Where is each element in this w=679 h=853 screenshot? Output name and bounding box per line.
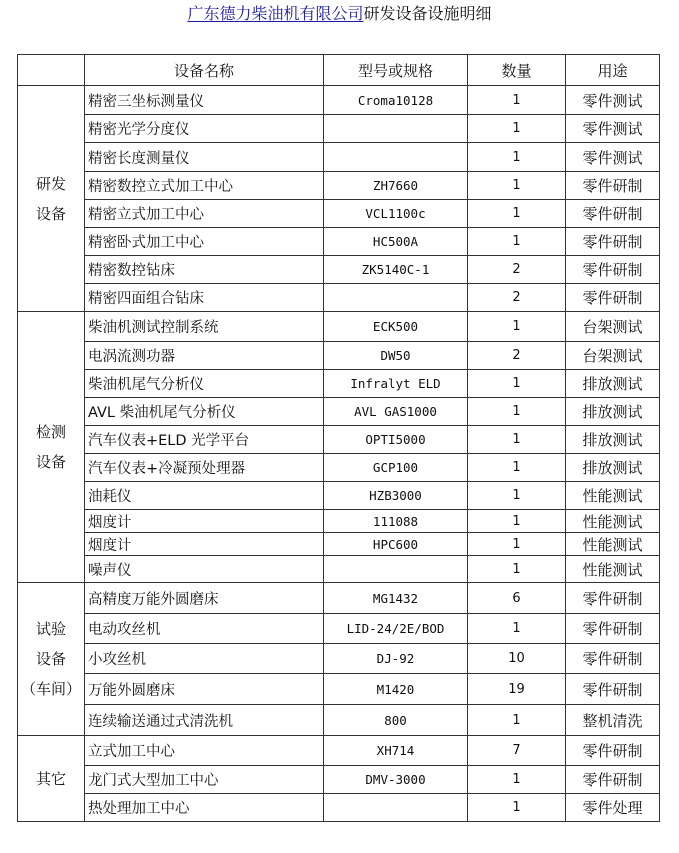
table-row — [18, 228, 660, 256]
quantity-cell: 2 — [468, 284, 566, 312]
usage-cell: 性能测试 — [566, 556, 660, 583]
equipment-table — [17, 54, 660, 822]
usage-cell: 零件研制 — [566, 284, 660, 312]
table-row — [18, 454, 660, 482]
quantity-cell: 6 — [468, 583, 566, 614]
table-row — [18, 705, 660, 736]
equipment-name-cell: 精密立式加工中心 — [85, 200, 324, 228]
header-qty: 数量 — [468, 55, 566, 86]
table-row — [18, 736, 660, 766]
equipment-name-cell: 热处理加工中心 — [85, 794, 324, 822]
usage-cell: 排放测试 — [566, 426, 660, 454]
model-cell: DJ-92 — [324, 644, 468, 674]
table-row — [18, 143, 660, 172]
model-cell: VCL1100c — [324, 200, 468, 228]
quantity-cell: 1 — [468, 614, 566, 644]
page-title — [0, 4, 679, 24]
model-cell: Croma10128 — [324, 86, 468, 115]
quantity-cell: 1 — [468, 398, 566, 426]
equipment-name-cell: 精密数控立式加工中心 — [85, 172, 324, 200]
title-suffix: 研发设备设施明细 — [363, 4, 492, 23]
equipment-name-cell: 汽车仪表+冷凝预处理器 — [85, 454, 324, 482]
quantity-cell: 1 — [468, 86, 566, 115]
quantity-cell: 1 — [468, 705, 566, 736]
table-row — [18, 556, 660, 583]
table-body — [18, 86, 660, 822]
equipment-name-cell: AVL 柴油机尾气分析仪 — [85, 398, 324, 426]
usage-cell: 台架测试 — [566, 342, 660, 370]
table-row — [18, 510, 660, 533]
quantity-cell: 1 — [468, 533, 566, 556]
equipment-name-cell: 精密四面组合钻床 — [85, 284, 324, 312]
quantity-cell: 2 — [468, 256, 566, 284]
quantity-cell: 1 — [468, 115, 566, 143]
model-cell: Infralyt ELD — [324, 370, 468, 398]
model-cell: DMV-3000 — [324, 766, 468, 794]
table-row — [18, 398, 660, 426]
equipment-name-cell: 精密数控钻床 — [85, 256, 324, 284]
equipment-name-cell: 烟度计 — [85, 510, 324, 533]
group-label-line: 设备 — [35, 453, 66, 471]
equipment-name-cell: 万能外圆磨床 — [85, 674, 324, 705]
equipment-name-cell: 精密长度测量仪 — [85, 143, 324, 172]
quantity-cell: 10 — [468, 644, 566, 674]
group-label-line: 其它 — [35, 769, 66, 788]
header-row — [18, 55, 660, 86]
header-group — [18, 55, 85, 86]
table-row — [18, 644, 660, 674]
equipment-name-cell: 电动攻丝机 — [85, 614, 324, 644]
group-label — [18, 736, 85, 822]
usage-cell: 零件测试 — [566, 143, 660, 172]
quantity-cell: 1 — [468, 454, 566, 482]
usage-cell: 零件测试 — [566, 86, 660, 115]
model-cell: DW50 — [324, 342, 468, 370]
table-row — [18, 583, 660, 614]
equipment-name-cell: 精密三坐标测量仪 — [85, 86, 324, 115]
equipment-name-cell: 连续输送通过式清洗机 — [85, 705, 324, 736]
table-row — [18, 426, 660, 454]
group-label-line: 设备 — [35, 650, 66, 668]
usage-cell: 排放测试 — [566, 398, 660, 426]
model-cell: ZK5140C-1 — [324, 256, 468, 284]
equipment-name-cell: 柴油机尾气分析仪 — [85, 370, 324, 398]
usage-cell: 零件研制 — [566, 736, 660, 766]
usage-cell: 性能测试 — [566, 482, 660, 510]
quantity-cell: 1 — [468, 766, 566, 794]
table-row — [18, 200, 660, 228]
table-row — [18, 86, 660, 115]
equipment-name-cell: 汽车仪表+ELD 光学平台 — [85, 426, 324, 454]
usage-cell: 零件研制 — [566, 583, 660, 614]
usage-cell: 台架测试 — [566, 312, 660, 342]
quantity-cell: 1 — [468, 143, 566, 172]
group-label — [18, 86, 85, 312]
model-cell: MG1432 — [324, 583, 468, 614]
equipment-name-cell: 噪声仪 — [85, 556, 324, 583]
quantity-cell: 7 — [468, 736, 566, 766]
model-cell — [324, 794, 468, 822]
group-label-line: 试验 — [35, 620, 66, 638]
model-cell: LID-24/2E/BOD — [324, 614, 468, 644]
model-cell: 111088 — [324, 510, 468, 533]
quantity-cell: 19 — [468, 674, 566, 705]
group-label — [18, 312, 85, 583]
table-row — [18, 766, 660, 794]
header-name: 设备名称 — [85, 55, 324, 86]
model-cell: OPTI5000 — [324, 426, 468, 454]
table-row — [18, 312, 660, 342]
usage-cell: 零件研制 — [566, 674, 660, 705]
quantity-cell: 2 — [468, 342, 566, 370]
model-cell — [324, 143, 468, 172]
table-row — [18, 794, 660, 822]
quantity-cell: 1 — [468, 370, 566, 398]
equipment-name-cell: 精密光学分度仪 — [85, 115, 324, 143]
equipment-name-cell: 柴油机测试控制系统 — [85, 312, 324, 342]
usage-cell: 零件测试 — [566, 115, 660, 143]
equipment-name-cell: 龙门式大型加工中心 — [85, 766, 324, 794]
usage-cell: 零件研制 — [566, 228, 660, 256]
usage-cell: 零件研制 — [566, 614, 660, 644]
usage-cell: 整机清洗 — [566, 705, 660, 736]
model-cell: HPC600 — [324, 533, 468, 556]
quantity-cell: 1 — [468, 794, 566, 822]
header-use: 用途 — [566, 55, 660, 86]
quantity-cell: 1 — [468, 556, 566, 583]
equipment-name-cell: 高精度万能外圆磨床 — [85, 583, 324, 614]
quantity-cell: 1 — [468, 312, 566, 342]
usage-cell: 零件研制 — [566, 200, 660, 228]
company-name: 广东德力柴油机有限公司 — [187, 4, 364, 23]
model-cell — [324, 115, 468, 143]
model-cell: 800 — [324, 705, 468, 736]
table-row — [18, 482, 660, 510]
usage-cell: 零件研制 — [566, 766, 660, 794]
usage-cell: 排放测试 — [566, 370, 660, 398]
equipment-name-cell: 油耗仪 — [85, 482, 324, 510]
table-row — [18, 674, 660, 705]
model-cell: ECK500 — [324, 312, 468, 342]
quantity-cell: 1 — [468, 200, 566, 228]
model-cell — [324, 284, 468, 312]
quantity-cell: 1 — [468, 426, 566, 454]
group-label-line: （车间） — [20, 680, 81, 698]
quantity-cell: 1 — [468, 172, 566, 200]
equipment-name-cell: 烟度计 — [85, 533, 324, 556]
model-cell — [324, 556, 468, 583]
table-row — [18, 370, 660, 398]
quantity-cell: 1 — [468, 228, 566, 256]
table-row — [18, 614, 660, 644]
usage-cell: 零件研制 — [566, 644, 660, 674]
model-cell: GCP100 — [324, 454, 468, 482]
group-label — [18, 583, 85, 736]
table-row — [18, 115, 660, 143]
equipment-name-cell: 精密卧式加工中心 — [85, 228, 324, 256]
equipment-name-cell: 立式加工中心 — [85, 736, 324, 766]
table-row — [18, 256, 660, 284]
equipment-name-cell: 小攻丝机 — [85, 644, 324, 674]
table-row — [18, 342, 660, 370]
model-cell: XH714 — [324, 736, 468, 766]
model-cell: AVL GAS1000 — [324, 398, 468, 426]
header-model: 型号或规格 — [324, 55, 468, 86]
usage-cell: 零件研制 — [566, 172, 660, 200]
model-cell: M1420 — [324, 674, 468, 705]
usage-cell: 零件研制 — [566, 256, 660, 284]
model-cell: ZH7660 — [324, 172, 468, 200]
table-row — [18, 172, 660, 200]
group-label-line: 设备 — [35, 204, 66, 223]
group-label-line: 研发 — [35, 174, 66, 193]
usage-cell: 性能测试 — [566, 510, 660, 533]
quantity-cell: 1 — [468, 482, 566, 510]
model-cell: HC500A — [324, 228, 468, 256]
equipment-name-cell: 电涡流测功器 — [85, 342, 324, 370]
usage-cell: 零件处理 — [566, 794, 660, 822]
usage-cell: 排放测试 — [566, 454, 660, 482]
quantity-cell: 1 — [468, 510, 566, 533]
group-label-line: 检测 — [35, 423, 66, 441]
usage-cell: 性能测试 — [566, 533, 660, 556]
model-cell: HZB3000 — [324, 482, 468, 510]
table-row — [18, 284, 660, 312]
table-row — [18, 533, 660, 556]
